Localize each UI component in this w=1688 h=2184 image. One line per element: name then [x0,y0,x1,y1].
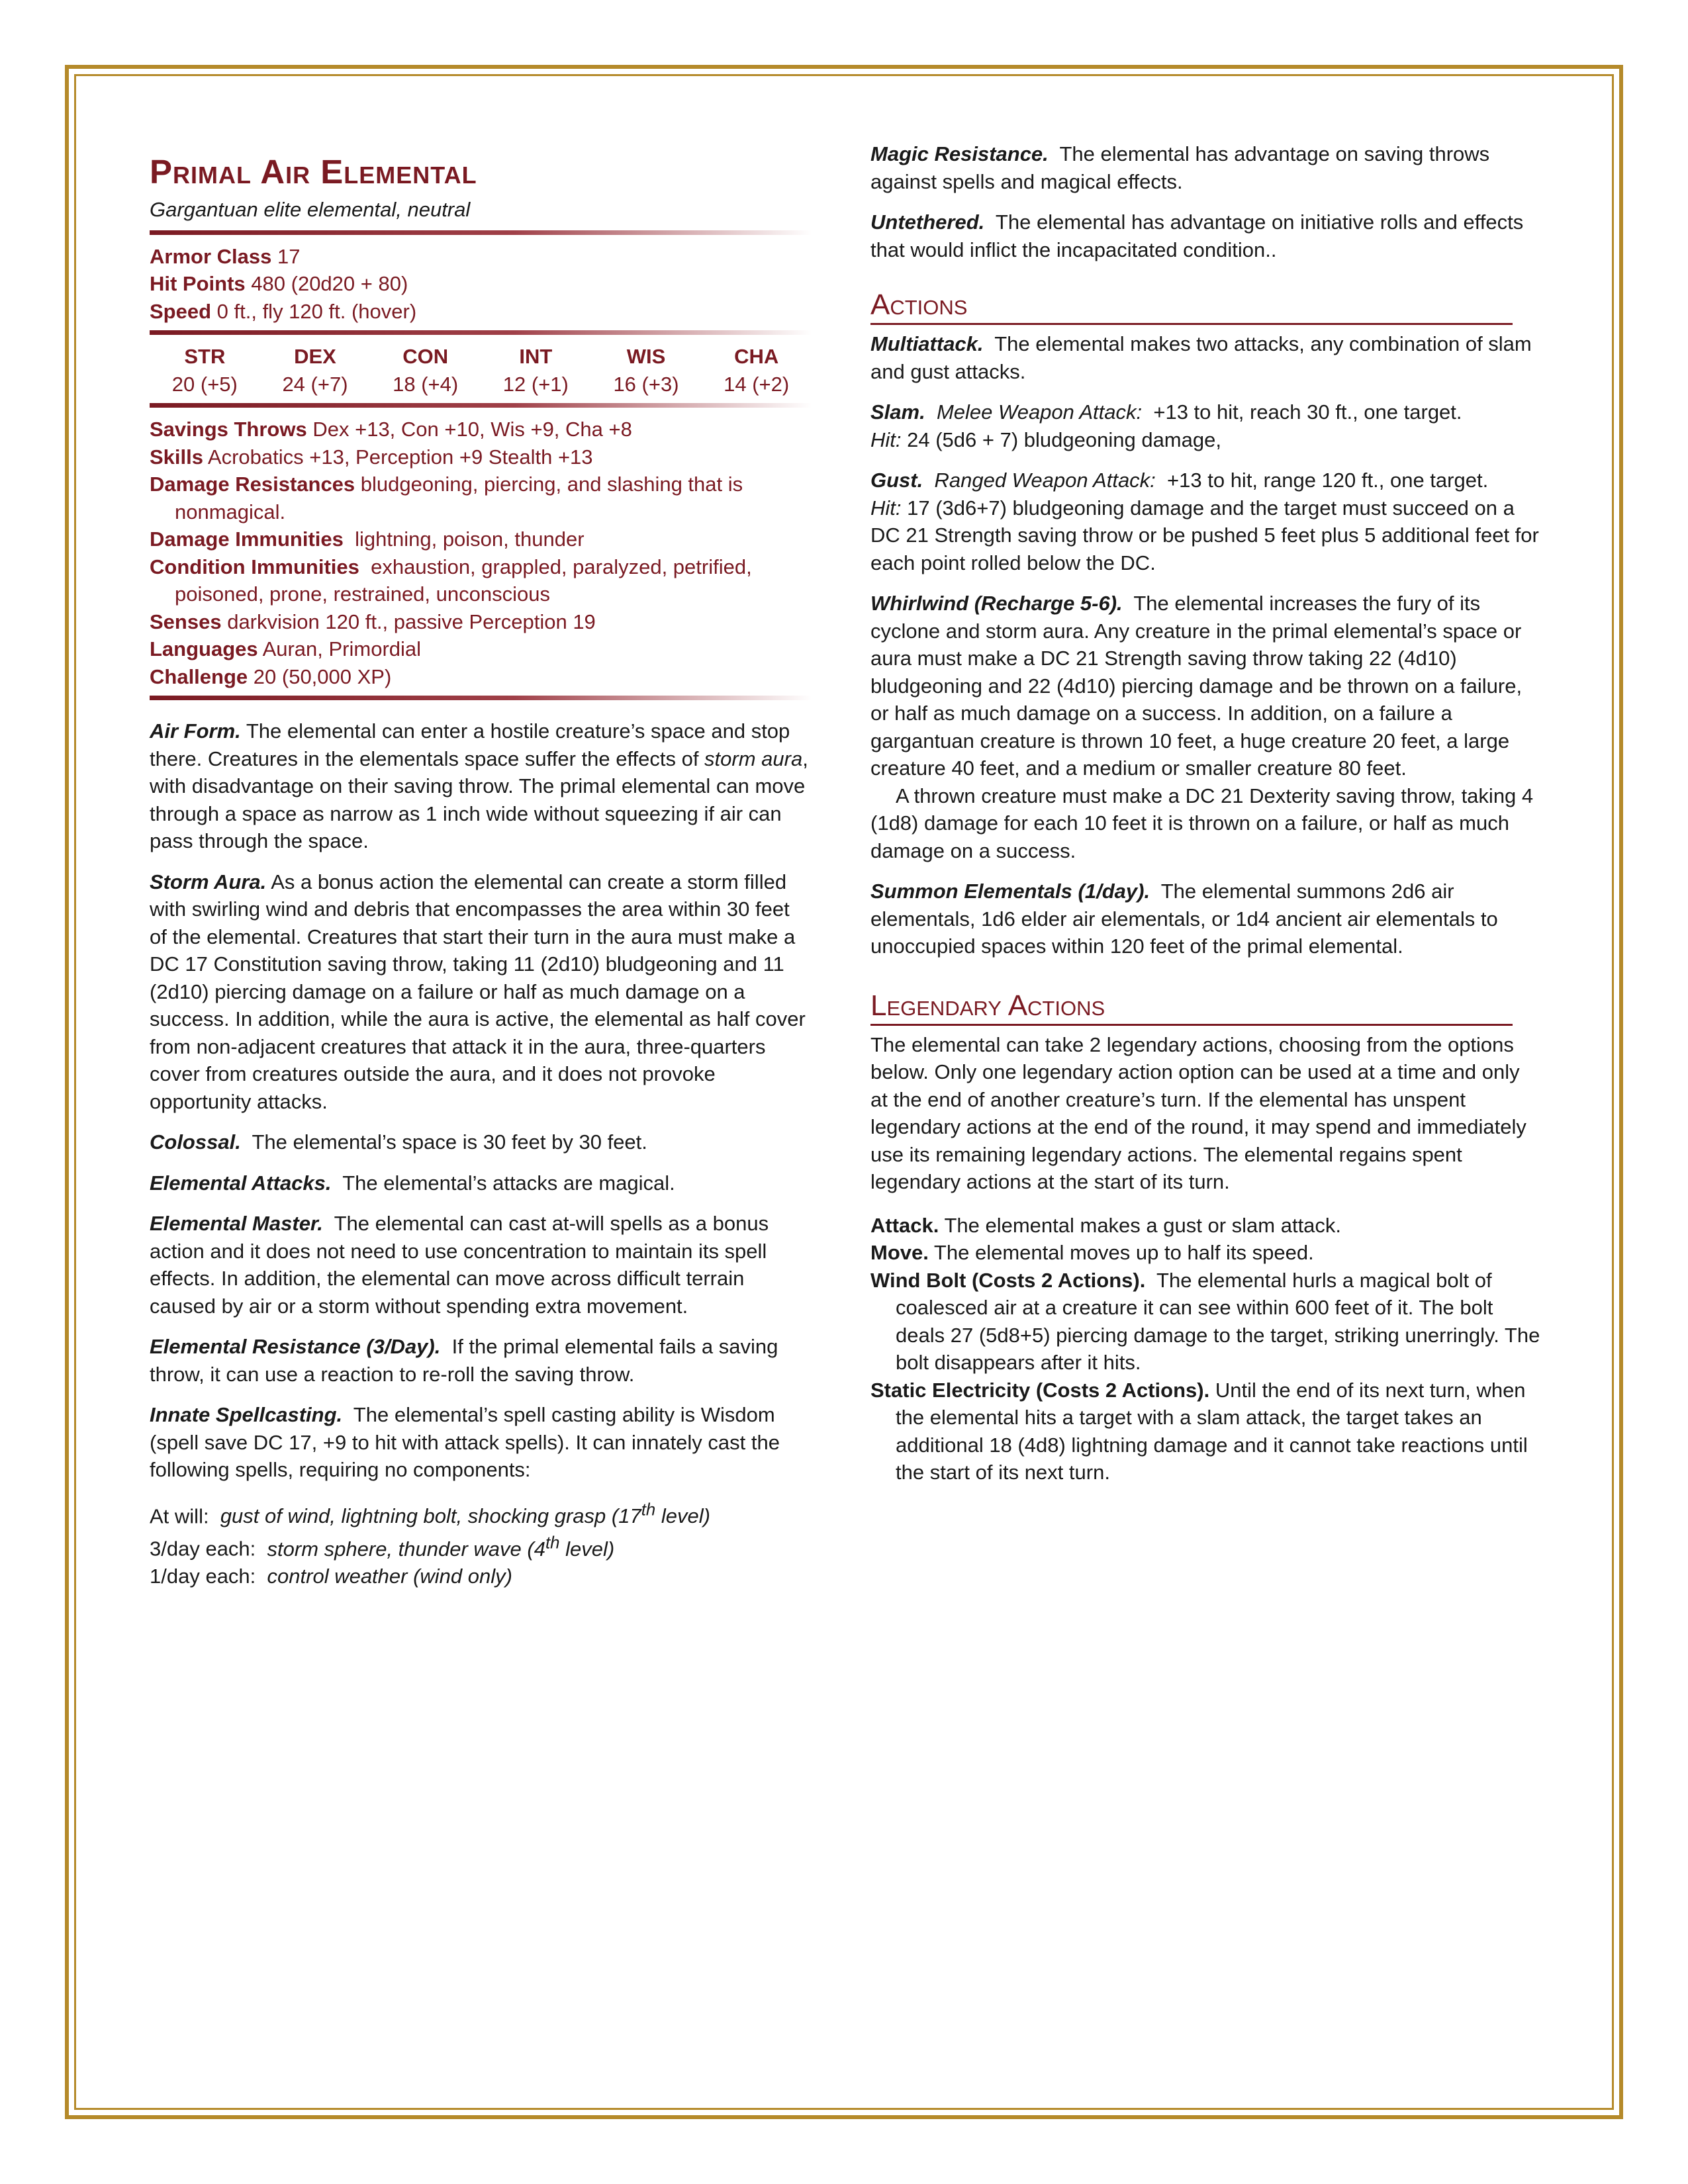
spell-names [267,1533,615,1561]
speed [150,298,812,326]
legendary-name: Wind Bolt (Costs 2 Actions). [870,1268,1146,1292]
action-text: The elemental increases the fury of its cyclone and storm aura. Any creature in the primal elemental’s space or aura must make a DC 21 Strength saving throw taking 22 (4d10) bludgeoning and 22 (4d10) piercing damage and be thrown on a failure, or half as much damage on a success. In addition, on a failure a gargantuan creature is thrown 10 feet, a huge creature 20 feet, a large creature 40 feet, and a medium or smaller creature 80 feet. [870,592,1523,780]
spell-list [150,1497,812,1590]
senses-label: Senses [150,610,222,633]
ability-name: CON [402,345,449,368]
skills-label: Skills [150,445,203,469]
speed-value: 0 ft., fly 120 ft. (hover) [216,299,417,323]
stat-block-left-column [150,146,812,1590]
armor-class-label: Armor Class [150,244,272,268]
attack-type: Melee Weapon Attack: [936,400,1143,424]
action-name: Gust. [870,469,923,492]
action-name: Multiattack. [870,332,984,355]
trait-text: The elemental can enter a hostile creature’s space and stop there. Creatures in the elementals space suffer the effects of [150,719,790,770]
trait-name: Magic Resistance. [870,142,1049,165]
condition-immunities-label: Condition Immunities [150,555,359,578]
action-text: +13 to hit, range 120 ft., one target. [1167,469,1489,492]
spell-frequency: 1/day each: [150,1565,256,1588]
legendary-name: Static Electricity (Costs 2 Actions). [870,1378,1210,1402]
trait-innate-spellcasting [150,1401,812,1484]
ability-value: 12 (+1) [502,372,569,396]
trait-air-form [150,717,812,855]
legendary-item [870,1239,1542,1267]
spell-tail: level) [655,1504,710,1527]
trait-elemental-master [150,1210,812,1320]
action-name: Summon Elementals (1/day). [870,880,1150,903]
damage-immunities-label: Damage Immunities [150,527,344,551]
senses-value: darkvision 120 ft., passive Perception 19 [227,610,596,633]
legendary-list [870,1212,1542,1486]
spell-sup: th [641,1500,656,1520]
trait-text: As a bonus action the elemental can create a storm filled with swirling wind and debris that encompasses the area within 30 feet of the elemental. Creatures that start their turn in the aura must make a DC 17 Constitution saving throw, taking 11 (2d10) bludgeoning and 11 (2d10) piercing damage on a failure or half as much damage on a success. In addition, while the aura is active, the elemental as half cover from non-adjacent creatures that attack it in the aura, three-quarters cover from creatures outside the aura, and it does not provoke opportunity attacks. [150,870,806,1113]
damage-resistances-value: bludgeoning, piercing, and slashing that is nonmagical. [175,473,743,523]
legendary-text: The elemental makes a gust or slam attack. [944,1213,1342,1237]
spell-sup: th [545,1533,560,1553]
skills [150,443,812,471]
languages [150,635,812,663]
senses [150,608,812,636]
monster-name: Primal Air Elemental [150,153,477,191]
condition-immunities-value: exhaustion, grappled, paralyzed, petrified, poisoned, prone, restrained, unconscious [175,555,752,606]
ability-value: 24 (+7) [282,372,348,396]
trait-name: Innate Spellcasting. [150,1403,343,1426]
trait-text: The elemental’s attacks are magical. [342,1171,675,1195]
damage-immunities-value: lightning, poison, thunder [355,527,585,551]
damage-resistances [150,471,812,525]
action-summon-elementals [870,878,1542,960]
skills-value: Acrobatics +13, Perception +9 Stealth +13 [207,445,593,469]
damage-resistances-label: Damage Resistances [150,473,355,496]
condition-immunities [150,553,812,608]
spell-frequency: At will: [150,1504,209,1527]
trait-name: Elemental Attacks. [150,1171,332,1195]
action-text: +13 to hit, reach 30 ft., one target. [1153,400,1462,424]
legendary-name: Move. [870,1241,929,1264]
hit-points [150,270,812,298]
ability-name: INT [519,345,553,368]
trait-storm-aura [150,868,812,1116]
hit-text: 17 (3d6+7) bludgeoning damage and the target must succeed on a DC 21 Strength saving throw or be pushed 5 feet plus 5 additional feet for each point rolled below the DC. [870,496,1539,574]
trait-name: Elemental Resistance (3/Day). [150,1335,441,1358]
languages-value: Auran, Primordial [262,637,422,660]
action-text: The elemental summons 2d6 air elementals, 1d6 elder air elementals, or 1d4 ancient air elementals to unoccupied spaces within 120 feet of the primal elemental. [870,880,1498,958]
divider [150,403,812,408]
action-whirlwind-followup: A thrown creature must make a DC 21 Dexterity saving throw, taking 4 (1d8) damage for each 10 feet it is thrown on a failure, or half as much damage on a success. [870,784,1534,862]
spell-names-text: storm sphere, thunder wave (4 [267,1537,545,1561]
legendary-item [870,1267,1542,1377]
ability-value: 16 (+3) [613,372,679,396]
spell-frequency: 3/day each: [150,1537,256,1561]
action-multiattack [870,330,1542,385]
ability-name: WIS [626,345,666,368]
damage-immunities [150,525,812,553]
legendary-item [870,1212,1542,1240]
action-slam [870,398,1542,453]
spell-names-text: gust of wind, lightning bolt, shocking grasp (17 [220,1504,641,1527]
spell-names-text: control weather (wind only) [267,1565,512,1588]
armor-class [150,243,812,271]
legendary-actions-heading: Legendary Actions [870,989,1513,1026]
ability-name: STR [184,345,226,368]
saving-throws-value: Dex +13, Con +10, Wis +9, Cha +8 [312,418,632,441]
trait-text: The elemental’s space is 30 feet by 30 feet. [252,1130,647,1154]
divider [150,696,812,700]
trait-magic-resistance [870,140,1542,195]
ability-name: DEX [294,345,336,368]
stat-block-right-column [870,140,1542,1486]
trait-emphasis: storm aura [704,747,803,770]
action-name: Slam. [870,400,925,424]
trait-text: The elemental’s spell casting ability is Wisdom (spell save DC 17, +9 to hit with attack spells). It can innately cast the following spells, requiring no components: [150,1403,780,1481]
challenge-label: Challenge [150,664,248,688]
trait-text: The elemental can cast at-will spells as a bonus action and it does not need to use concentration to maintain its spell effects. In addition, the elemental can move across difficult terrain caused by air or a storm without spending extra movement. [150,1212,769,1318]
trait-text: , with disadvantage on their saving throw. The primal elemental can move through a space as narrow as 1 inch wide without squeezing if air can pass through the space. [150,747,808,852]
hit-points-label: Hit Points [150,272,246,295]
trait-untethered [870,208,1542,263]
trait-name: Colossal. [150,1130,241,1154]
trait-text: The elemental has advantage on saving throws against spells and magical effects. [870,142,1490,193]
spell-tail: level) [559,1537,615,1561]
action-gust [870,467,1542,576]
saving-throws-label: Savings Throws [150,418,307,441]
armor-class-value: 17 [277,244,301,268]
hit-points-value: 480 (20d20 + 80) [251,272,408,295]
legendary-text: The elemental hurls a magical bolt of coalesced air at a creature it can see within 600 feet of it. The bolt deals 27 (5d8+5) piercing damage to the target, striking unerringly. The bolt disappears after it hits. [896,1268,1540,1374]
monster-type: Gargantuan elite elemental, neutral [150,198,471,221]
legendary-text: The elemental moves up to half its speed. [933,1241,1314,1264]
action-whirlwind [870,590,1542,782]
ability-scores [150,343,812,398]
languages-label: Languages [150,637,258,660]
challenge-value: 20 (50,000 XP) [253,664,392,688]
spell-line [150,1497,812,1530]
ability-value: 20 (+5) [171,372,238,396]
hit-label: Hit: [870,496,902,520]
legendary-text: Until the end of its next turn, when the elemental hits a target with a slam attack, the target takes an additional 18 (4d8) lightning damage and it cannot take reactions until the start of its next turn. [896,1378,1528,1484]
trait-name: Storm Aura. [150,870,267,893]
ability-value: 18 (+4) [393,372,459,396]
divider [150,330,812,335]
ability-name: CHA [734,345,779,368]
hit-label: Hit: [870,428,902,451]
spell-names [220,1500,710,1527]
trait-colossal [150,1128,812,1156]
spell-line [150,1563,812,1590]
spell-line [150,1529,812,1563]
trait-text: If the primal elemental fails a saving throw, it can use a reaction to re-roll the saving throw. [150,1335,778,1386]
legendary-item [870,1377,1542,1486]
trait-elemental-resistance [150,1333,812,1388]
action-text: The elemental makes two attacks, any combination of slam and gust attacks. [870,332,1532,383]
legendary-name: Attack. [870,1213,939,1237]
action-name: Whirlwind (Recharge 5-6). [870,592,1123,615]
spell-names [267,1565,512,1588]
attack-type: Ranged Weapon Attack: [934,469,1156,492]
trait-elemental-attacks [150,1169,812,1197]
legendary-intro: The elemental can take 2 legendary actions, choosing from the options below. Only one legendary action option can be used at a time and only at the end of another creature’s turn. If the elemental has unspent legendary actions at the end of the round, it may spend and immediately use its remaining legendary actions. The elemental regains spent legendary actions at the start of its turn. [870,1032,1526,1193]
challenge [150,663,812,691]
trait-name: Elemental Master. [150,1212,323,1235]
trait-text: The elemental has advantage on initiative rolls and effects that would inflict the incapacitated condition.. [870,210,1524,261]
divider [150,230,812,235]
saving-throws [150,416,812,443]
ability-value: 14 (+2) [724,372,790,396]
actions-heading: Actions [870,289,1513,325]
trait-name: Air Form. [150,719,241,743]
trait-name: Untethered. [870,210,985,234]
hit-text: 24 (5d6 + 7) bludgeoning damage, [907,428,1221,451]
speed-label: Speed [150,299,212,323]
